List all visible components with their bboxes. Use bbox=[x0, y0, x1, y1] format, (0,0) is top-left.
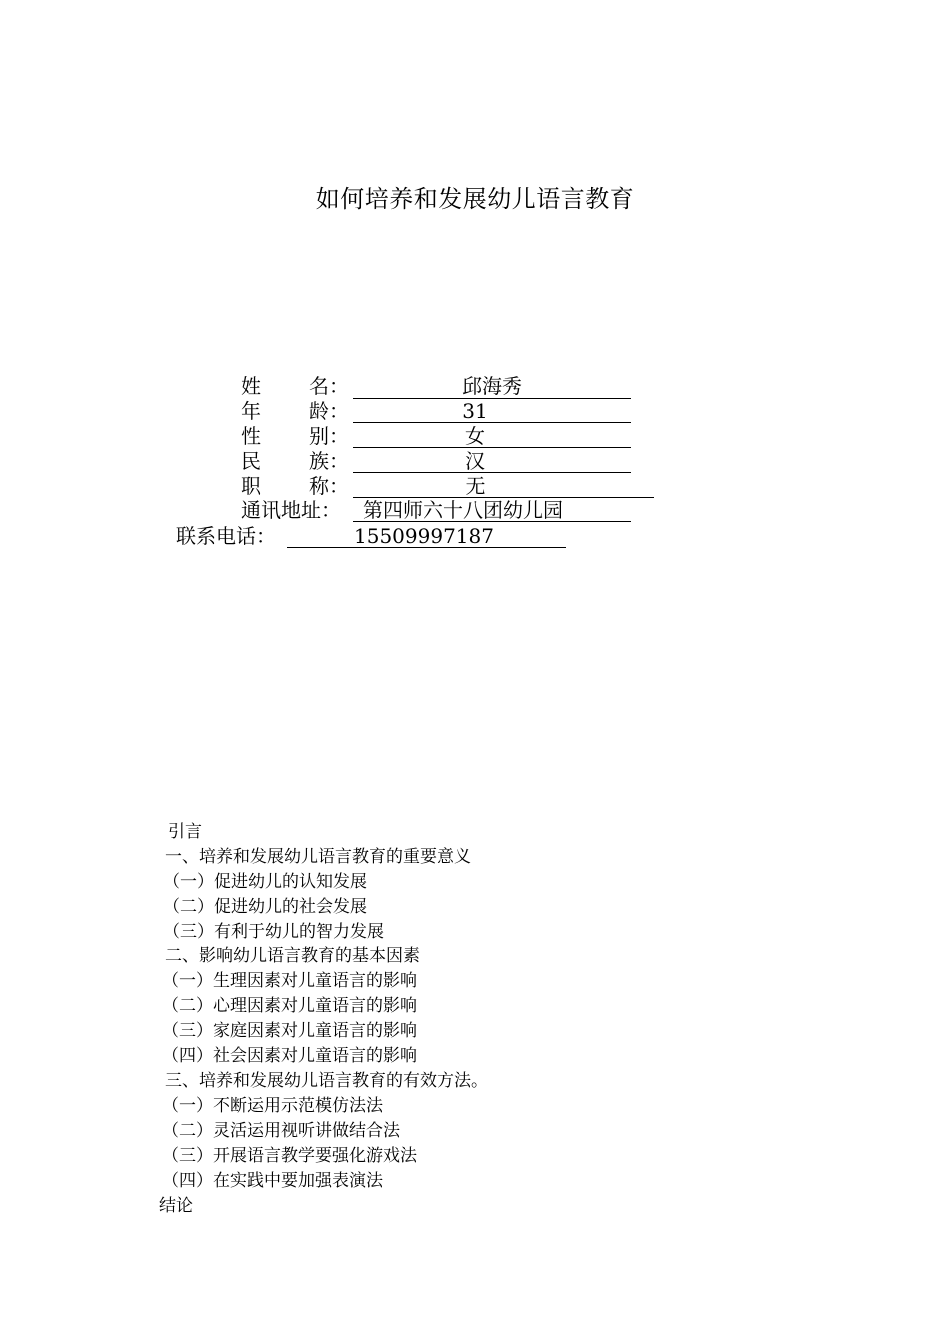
info-label-gender-a: 性 bbox=[241, 424, 261, 448]
toc-item: （一）不断运用示范模仿法法 bbox=[162, 1096, 383, 1116]
toc-item: （二）灵活运用视听讲做结合法 bbox=[162, 1121, 400, 1141]
info-row-name bbox=[0, 374, 950, 399]
toc-item: 结论 bbox=[159, 1196, 193, 1216]
info-label-age-a: 年 bbox=[241, 399, 261, 423]
toc-item: （三）开展语言教学要强化游戏法 bbox=[162, 1146, 417, 1166]
info-label-ethnicity-b: 族： bbox=[309, 449, 349, 473]
info-label-title-rank-a: 职 bbox=[241, 474, 261, 498]
toc-item: （四）社会因素对儿童语言的影响 bbox=[162, 1046, 417, 1066]
toc-item: （一）生理因素对儿童语言的影响 bbox=[162, 971, 417, 991]
info-label-name-a: 姓 bbox=[241, 374, 261, 398]
toc-item: （四）在实践中要加强表演法 bbox=[162, 1171, 383, 1191]
toc-item: （三）家庭因素对儿童语言的影响 bbox=[162, 1021, 417, 1041]
info-value-address: 第四师六十八团幼儿园 bbox=[353, 498, 631, 522]
toc-item: 二、影响幼儿语言教育的基本因素 bbox=[165, 946, 420, 966]
info-value-age: 31 bbox=[353, 399, 631, 423]
info-value-name: 邱海秀 bbox=[353, 374, 631, 399]
toc-item: 一、培养和发展幼儿语言教育的重要意义 bbox=[165, 847, 471, 867]
info-value-phone: 15509997187 bbox=[287, 524, 566, 548]
info-row-gender bbox=[0, 424, 950, 449]
info-label-address: 通讯地址： bbox=[241, 498, 341, 522]
toc-item: 三、培养和发展幼儿语言教育的有效方法。 bbox=[165, 1071, 488, 1091]
info-label-gender-b: 别： bbox=[309, 424, 349, 448]
info-label-age-b: 龄： bbox=[309, 399, 349, 423]
toc-item: （二）心理因素对儿童语言的影响 bbox=[162, 996, 417, 1016]
document-title: 如何培养和发展幼儿语言教育 bbox=[315, 185, 635, 213]
info-value-gender: 女 bbox=[353, 424, 631, 448]
info-label-title-rank-b: 称： bbox=[309, 474, 349, 498]
toc-item: 引言 bbox=[168, 822, 202, 842]
info-label-name-b: 名： bbox=[309, 374, 349, 398]
info-label-phone: 联系电话： bbox=[176, 524, 276, 548]
info-value-ethnicity: 汉 bbox=[353, 449, 631, 473]
info-row-address bbox=[0, 498, 950, 523]
info-row-title-rank bbox=[0, 474, 950, 499]
info-label-ethnicity-a: 民 bbox=[241, 449, 261, 473]
toc-item: （一）促进幼儿的认知发展 bbox=[163, 872, 367, 892]
info-row-ethnicity bbox=[0, 449, 950, 474]
toc-item: （三）有利于幼儿的智力发展 bbox=[163, 922, 384, 942]
info-row-age bbox=[0, 399, 950, 424]
info-value-title-rank: 无 bbox=[353, 474, 654, 498]
toc-item: （二）促进幼儿的社会发展 bbox=[163, 897, 367, 917]
info-row-phone bbox=[0, 524, 950, 549]
